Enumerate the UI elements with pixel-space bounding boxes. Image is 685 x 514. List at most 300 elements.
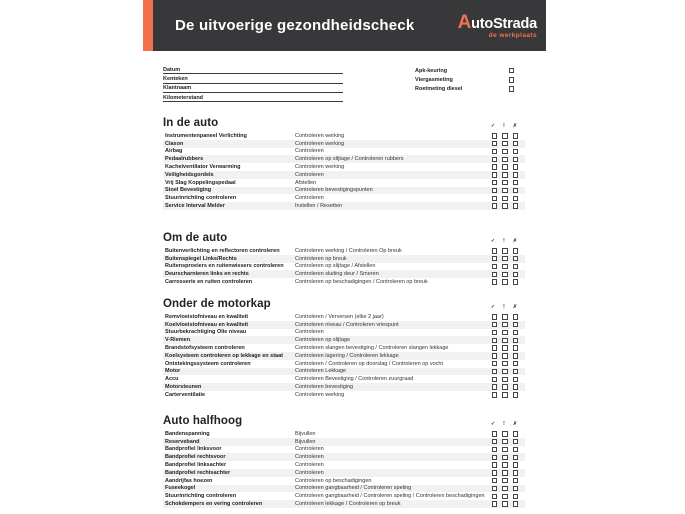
section-in-de-auto — [163, 113, 525, 210]
check-col-fail-icon: ✗ — [512, 238, 518, 244]
checkbox-warning[interactable] — [502, 330, 508, 336]
row-item-label: Motorsteunen — [165, 384, 202, 391]
brand-logo-accent-letter: A — [457, 11, 472, 33]
checkbox-ok[interactable] — [492, 133, 498, 139]
table-row — [163, 383, 525, 391]
section-onder-de-motorkap — [163, 294, 525, 399]
section-title: Onder de motorkap — [163, 298, 271, 310]
row-checkboxes — [492, 486, 526, 492]
checkbox-ok[interactable] — [492, 203, 498, 209]
field-klantnaam[interactable] — [163, 84, 343, 93]
row-action-label: Controleren — [295, 195, 324, 202]
checkbox-fail[interactable] — [513, 338, 519, 344]
row-checkboxes — [492, 164, 526, 170]
checkbox-ok[interactable] — [492, 369, 498, 375]
check-col-warning-icon: ! — [503, 238, 505, 244]
row-item-label: Bandprofiel linksvoor — [165, 446, 222, 453]
checkbox-fail[interactable] — [513, 196, 519, 202]
row-item-label: Remvloeistofniveau en kwaliteit — [165, 313, 249, 320]
row-action-label: Controleren werking — [295, 140, 345, 147]
checkbox-ok[interactable] — [492, 188, 498, 194]
check-column-headers — [490, 124, 525, 129]
checkbox-fail[interactable] — [513, 203, 519, 209]
section-title: Auto halfhoog — [163, 415, 243, 427]
extra-check-label: Apk-keuring — [415, 67, 448, 74]
checkbox-warning[interactable] — [502, 478, 508, 484]
checkbox-warning[interactable] — [502, 384, 508, 390]
table-row — [163, 477, 525, 485]
row-item-label: V-Riemen — [165, 337, 191, 344]
checkbox-fail[interactable] — [513, 248, 519, 254]
checkbox-fail[interactable] — [513, 272, 519, 278]
check-column-headers — [490, 239, 525, 244]
row-checkboxes — [492, 338, 526, 344]
checkbox-warning[interactable] — [502, 264, 508, 270]
row-action-label: Controleren op breuk — [295, 255, 347, 262]
row-checkboxes — [492, 470, 526, 476]
checkbox-warning[interactable] — [502, 248, 508, 254]
row-checkboxes — [492, 478, 526, 484]
check-col-ok-icon: ✓ — [490, 238, 496, 244]
row-checkboxes — [492, 345, 526, 351]
row-checkboxes — [492, 439, 526, 445]
checkbox-fail[interactable] — [513, 470, 519, 476]
checkbox-fail[interactable] — [513, 330, 519, 336]
row-action-label: Controleren op slijtage / Afstellen — [295, 263, 376, 270]
row-checkboxes — [492, 172, 526, 178]
checkbox-fail[interactable] — [513, 369, 519, 375]
row-action-label: Controleren werking / Controleren Op breuk — [295, 247, 402, 254]
row-action-label: Controleren gangbaarheid / Controleren speling — [295, 485, 412, 492]
row-checkboxes — [492, 157, 526, 163]
row-action-label: Controleren op slijtage — [295, 337, 351, 344]
row-action-label: Controleren — [295, 446, 324, 453]
section-title: Om de auto — [163, 232, 228, 244]
checkbox-ok[interactable] — [492, 330, 498, 336]
row-item-label: Bandprofiel linksachter — [165, 462, 227, 469]
row-item-label: Aandrijfas hoezen — [165, 477, 213, 484]
row-checkboxes — [492, 377, 526, 383]
row-item-label: Accu — [165, 376, 179, 383]
checkbox-fail[interactable] — [513, 133, 519, 139]
table-row — [163, 132, 525, 140]
field-label-kilometerstand: Kilometerstand — [163, 94, 204, 101]
table-row — [163, 155, 525, 163]
checkbox-ok[interactable] — [492, 455, 498, 461]
row-checkboxes — [492, 361, 526, 367]
row-item-label: Fuseekogel — [165, 485, 196, 492]
row-item-label: Brandstofsysteem controleren — [165, 345, 245, 352]
row-checkboxes — [492, 431, 526, 437]
checkbox-warning[interactable] — [502, 149, 508, 155]
extra-checks — [415, 66, 514, 94]
checkbox-warning[interactable] — [502, 157, 508, 163]
checkbox-warning[interactable] — [502, 203, 508, 209]
check-col-fail-icon: ✗ — [512, 421, 518, 427]
table-row — [163, 329, 525, 337]
table-row — [163, 270, 525, 278]
checkbox-fail[interactable] — [513, 188, 519, 194]
checkbox-ok[interactable] — [492, 361, 498, 367]
checkbox-ok[interactable] — [492, 256, 498, 262]
extra-check-viergasmeting — [415, 75, 514, 84]
checkbox-warning[interactable] — [502, 180, 508, 186]
row-action-label: Controleren werking — [295, 132, 345, 139]
extra-check-apk-keuring — [415, 66, 514, 75]
brand-logo-subtitle: de werkplaats — [488, 31, 537, 39]
row-checkboxes — [492, 188, 526, 194]
page-header — [143, 0, 546, 51]
row-action-label: Controleren — [295, 148, 324, 155]
checkbox-fail[interactable] — [513, 172, 519, 178]
checkbox-ok[interactable] — [492, 248, 498, 254]
row-item-label: Schokdempers en vering controleren — [165, 501, 263, 508]
table-row — [163, 313, 525, 321]
row-item-label: Deurscharnieren links en rechts — [165, 271, 249, 278]
checkbox-warning[interactable] — [502, 494, 508, 500]
row-item-label: Claxon — [165, 140, 184, 147]
table-row — [163, 278, 525, 286]
table-row — [163, 263, 525, 271]
row-checkboxes — [492, 196, 526, 202]
form-fields — [163, 65, 343, 102]
checkbox-ok[interactable] — [492, 272, 498, 278]
checkbox-warning[interactable] — [502, 455, 508, 461]
row-action-label: Controleren op slijtage / Controleren rubbers — [295, 156, 404, 163]
table-row — [163, 485, 525, 493]
checkbox-fail[interactable] — [513, 157, 519, 163]
checkbox-fail[interactable] — [513, 322, 519, 328]
checkbox-ok[interactable] — [492, 384, 498, 390]
row-item-label: Stoel Bevestiging — [165, 187, 212, 194]
checkbox-ok[interactable] — [492, 470, 498, 476]
row-checkboxes — [492, 133, 526, 139]
row-item-label: Airbag — [165, 148, 183, 155]
checkbox-warning[interactable] — [502, 172, 508, 178]
checkbox-fail[interactable] — [513, 377, 519, 383]
checkbox-fail[interactable] — [513, 149, 519, 155]
table-row — [163, 194, 525, 202]
section-rows — [163, 313, 525, 399]
row-checkboxes — [492, 141, 526, 147]
checkbox-ok[interactable] — [492, 338, 498, 344]
row-item-label: Ontstekingssysteem controleren — [165, 360, 251, 367]
row-action-label: Controleren op beschadigingen / Controleren op breuk — [295, 279, 428, 286]
row-item-label: Bandprofiel rechtsvoor — [165, 454, 226, 461]
checkbox-fail[interactable] — [513, 345, 519, 351]
checkbox-fail[interactable] — [513, 180, 519, 186]
extra-check-label: Roetmeting diesel — [415, 85, 463, 92]
checkbox-roetmeting-diesel[interactable] — [509, 86, 515, 92]
table-row — [163, 247, 525, 255]
checkbox-ok[interactable] — [492, 392, 498, 398]
checkbox-ok[interactable] — [492, 353, 498, 359]
checkbox-fail[interactable] — [513, 439, 519, 445]
row-item-label: Instrumentenpaneel Verlichting — [165, 132, 247, 139]
brand-logo-wordmark — [458, 12, 537, 31]
checkbox-fail[interactable] — [513, 264, 519, 270]
row-action-label: Controleren — [295, 462, 324, 469]
checkbox-warning[interactable] — [502, 345, 508, 351]
row-checkboxes — [492, 384, 526, 390]
field-kilometerstand[interactable] — [163, 93, 343, 102]
row-action-label: Controleren niveau / Controleren vriespunt — [295, 321, 399, 328]
checkbox-warning[interactable] — [502, 338, 508, 344]
checkbox-ok[interactable] — [492, 478, 498, 484]
field-label-datum: Datum — [163, 66, 181, 73]
row-item-label: Bandprofiel rechtsachter — [165, 469, 231, 476]
section-rows — [163, 132, 525, 210]
row-action-label: Instellen / Resetten — [295, 203, 343, 210]
checkbox-viergasmeting[interactable] — [509, 77, 515, 83]
checkbox-fail[interactable] — [513, 462, 519, 468]
row-item-label: Buitenspiegel Links/Rechts — [165, 255, 237, 262]
row-item-label: Koelvloeistofniveau en kwaliteit — [165, 321, 249, 328]
check-col-warning-icon: ! — [503, 421, 505, 427]
checkbox-fail[interactable] — [513, 361, 519, 367]
row-action-label: Controleren op beschadigingen — [295, 477, 372, 484]
row-item-label: Vrij Slag Koppelingspedaal — [165, 179, 236, 186]
row-checkboxes — [492, 501, 526, 507]
checkbox-ok[interactable] — [492, 377, 498, 383]
row-item-label: Stuurbekrachtiging Olie niveau — [165, 329, 247, 336]
checkbox-warning[interactable] — [502, 501, 508, 507]
checkbox-fail[interactable] — [513, 494, 519, 500]
checkbox-fail[interactable] — [513, 256, 519, 262]
table-row — [163, 360, 525, 368]
row-checkboxes — [492, 455, 526, 461]
checkbox-warning[interactable] — [502, 141, 508, 147]
section-om-de-auto — [163, 228, 525, 286]
checkbox-ok[interactable] — [492, 322, 498, 328]
checkbox-warning[interactable] — [502, 353, 508, 359]
checkbox-ok[interactable] — [492, 149, 498, 155]
section-rows — [163, 430, 525, 508]
checkbox-ok[interactable] — [492, 264, 498, 270]
row-item-label: Bandenspanning — [165, 430, 210, 437]
checkbox-fail[interactable] — [513, 447, 519, 453]
row-action-label: Controleren Bevestiging / Controleren zuurgraad — [295, 376, 414, 383]
checkbox-warning[interactable] — [502, 369, 508, 375]
accent-bar — [143, 0, 153, 51]
checkbox-warning[interactable] — [502, 392, 508, 398]
check-col-warning-icon: ! — [503, 304, 505, 310]
table-row — [163, 461, 525, 469]
checkbox-ok[interactable] — [492, 501, 498, 507]
table-row — [163, 163, 525, 171]
check-col-warning-icon: ! — [503, 123, 505, 129]
field-label-kenteken: Kenteken — [163, 76, 188, 83]
checkbox-warning[interactable] — [502, 272, 508, 278]
checkbox-ok[interactable] — [492, 279, 498, 285]
check-col-fail-icon: ✗ — [512, 304, 518, 310]
checkbox-fail[interactable] — [513, 501, 519, 507]
table-row — [163, 171, 525, 179]
checkbox-warning[interactable] — [502, 256, 508, 262]
checkbox-warning[interactable] — [502, 164, 508, 170]
checkbox-ok[interactable] — [492, 180, 498, 186]
checkbox-ok[interactable] — [492, 196, 498, 202]
row-item-label: Veiligheidsgordels — [165, 171, 214, 178]
table-row — [163, 368, 525, 376]
row-checkboxes — [492, 462, 526, 468]
checkbox-fail[interactable] — [513, 486, 519, 492]
checkbox-ok[interactable] — [492, 345, 498, 351]
row-checkboxes — [492, 322, 526, 328]
row-action-label: Bijvullen — [295, 438, 316, 445]
checkbox-ok[interactable] — [492, 314, 498, 320]
row-item-label: Motor — [165, 368, 181, 375]
row-item-label: Pedaalrubbers — [165, 156, 204, 163]
field-datum[interactable] — [163, 65, 343, 74]
row-checkboxes — [492, 314, 526, 320]
row-item-label: Kachelventilator Verwarming — [165, 164, 241, 171]
row-checkboxes — [492, 494, 526, 500]
field-label-klantnaam: Klantnaam — [163, 85, 192, 92]
table-row — [163, 179, 525, 187]
row-action-label: Afstellen — [295, 179, 317, 186]
checkbox-ok[interactable] — [492, 494, 498, 500]
page-title: De uitvoerige gezondheidscheck — [175, 17, 415, 34]
row-item-label: Service Interval Melder — [165, 203, 225, 210]
checkbox-warning[interactable] — [502, 470, 508, 476]
row-item-label: Ruitensproeiers en ruitenwissers controleren — [165, 263, 284, 270]
row-checkboxes — [492, 279, 526, 285]
checkbox-fail[interactable] — [513, 164, 519, 170]
checkbox-ok[interactable] — [492, 157, 498, 163]
checkbox-fail[interactable] — [513, 279, 519, 285]
table-row — [163, 352, 525, 360]
field-kenteken[interactable] — [163, 74, 343, 83]
table-row — [163, 391, 525, 399]
row-item-label: Buitenverlichting en reflectoren controleren — [165, 247, 280, 254]
checkbox-fail[interactable] — [513, 431, 519, 437]
table-row — [163, 336, 525, 344]
checkbox-warning[interactable] — [502, 462, 508, 468]
row-checkboxes — [492, 392, 526, 398]
table-row — [163, 469, 525, 477]
row-item-label: Koelsysteem controleren op lekkage en staat — [165, 352, 283, 359]
checkbox-fail[interactable] — [513, 455, 519, 461]
checkbox-ok[interactable] — [492, 462, 498, 468]
row-checkboxes — [492, 256, 526, 262]
extra-check-roetmeting-diesel — [415, 84, 514, 93]
row-item-label: Carrosserie en ruiten controleren — [165, 279, 253, 286]
row-action-label: Controleren bevestiging — [295, 384, 354, 391]
checkbox-warning[interactable] — [502, 279, 508, 285]
checkbox-warning[interactable] — [502, 133, 508, 139]
row-checkboxes — [492, 353, 526, 359]
table-row — [163, 430, 525, 438]
check-col-ok-icon: ✓ — [490, 123, 496, 129]
row-action-label: Controleren — [295, 469, 324, 476]
row-item-label: Reserveband — [165, 438, 200, 445]
checkbox-warning[interactable] — [502, 439, 508, 445]
check-col-ok-icon: ✓ — [490, 421, 496, 427]
checkbox-fail[interactable] — [513, 141, 519, 147]
checkbox-ok[interactable] — [492, 439, 498, 445]
check-col-fail-icon: ✗ — [512, 123, 518, 129]
checkbox-fail[interactable] — [513, 392, 519, 398]
row-action-label: Controleren — [295, 454, 324, 461]
row-action-label: Controleren lagering / Controleren lekkage — [295, 352, 399, 359]
table-row — [163, 187, 525, 195]
checkbox-warning[interactable] — [502, 188, 508, 194]
section-header — [163, 228, 525, 244]
row-action-label: Controleren werking — [295, 164, 345, 171]
table-row — [163, 375, 525, 383]
checkbox-fail[interactable] — [513, 384, 519, 390]
checkbox-warning[interactable] — [502, 196, 508, 202]
section-header — [163, 113, 525, 129]
table-row — [163, 202, 525, 210]
checkbox-ok[interactable] — [492, 172, 498, 178]
extra-check-label: Viergasmeting — [415, 76, 453, 83]
row-checkboxes — [492, 248, 526, 254]
checkbox-apk-keuring[interactable] — [509, 68, 515, 74]
row-action-label: Controleren / Controleren op doorslag / Controleren op vocht — [295, 360, 443, 367]
row-action-label: Controleren Lekkage — [295, 368, 347, 375]
table-row — [163, 140, 525, 148]
table-row — [163, 446, 525, 454]
checkbox-warning[interactable] — [502, 361, 508, 367]
checkbox-ok[interactable] — [492, 164, 498, 170]
checkbox-warning[interactable] — [502, 322, 508, 328]
table-row — [163, 492, 525, 500]
row-action-label: Controleren slangen bevestiging / Controleren slangen lekkage — [295, 345, 449, 352]
row-checkboxes — [492, 203, 526, 209]
checkbox-ok[interactable] — [492, 141, 498, 147]
row-action-label: Controleren — [295, 171, 324, 178]
row-action-label: Controleren gangbaarheid / Controleren speling / Controleren beschadigingen — [295, 493, 485, 500]
brand-logo — [458, 12, 537, 39]
checkbox-warning[interactable] — [502, 314, 508, 320]
checkbox-warning[interactable] — [502, 486, 508, 492]
row-checkboxes — [492, 180, 526, 186]
row-action-label: Controleren bevestigingspunten — [295, 187, 373, 194]
table-row — [163, 500, 525, 508]
check-column-headers — [490, 305, 525, 310]
checkbox-ok[interactable] — [492, 431, 498, 437]
section-rows — [163, 247, 525, 286]
table-row — [163, 344, 525, 352]
row-checkboxes — [492, 447, 526, 453]
table-row — [163, 148, 525, 156]
section-title: In de auto — [163, 117, 219, 129]
table-row — [163, 321, 525, 329]
row-checkboxes — [492, 149, 526, 155]
brand-logo-rest: utoStrada — [471, 15, 537, 32]
checkbox-ok[interactable] — [492, 447, 498, 453]
checkbox-warning[interactable] — [502, 377, 508, 383]
table-row — [163, 255, 525, 263]
checkbox-fail[interactable] — [513, 314, 519, 320]
checkbox-fail[interactable] — [513, 478, 519, 484]
check-col-ok-icon: ✓ — [490, 304, 496, 310]
section-header — [163, 294, 525, 310]
row-item-label: Stuurinrichting controleren — [165, 195, 237, 202]
checkbox-warning[interactable] — [502, 431, 508, 437]
row-checkboxes — [492, 330, 526, 336]
row-action-label: Controleren sluiting deur / Smeren — [295, 271, 379, 278]
checkbox-ok[interactable] — [492, 486, 498, 492]
row-item-label: Stuurinrichting controleren — [165, 493, 237, 500]
checkbox-warning[interactable] — [502, 447, 508, 453]
row-action-label: Bijvullen — [295, 430, 316, 437]
checkbox-fail[interactable] — [513, 353, 519, 359]
row-checkboxes — [492, 264, 526, 270]
row-action-label: Controleren — [295, 329, 324, 336]
